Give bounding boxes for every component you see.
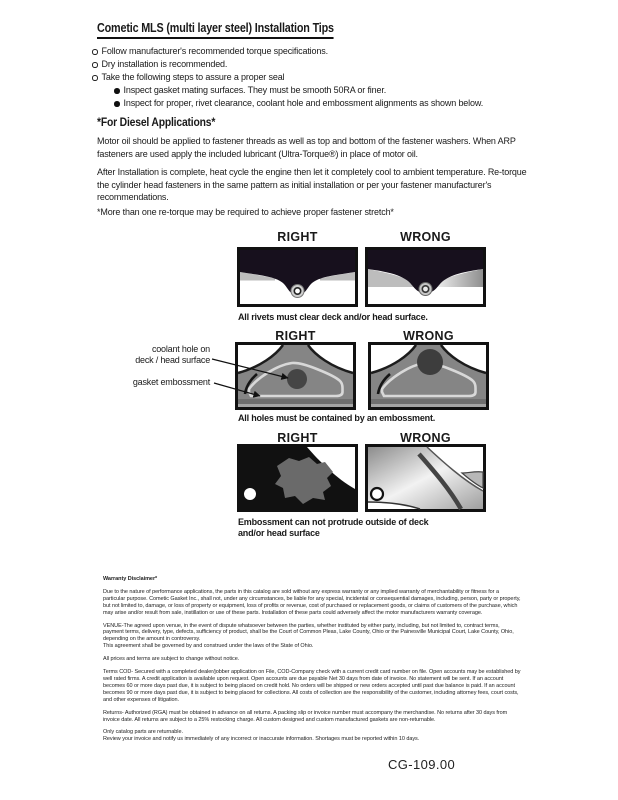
diesel-paragraph-2: After Installation is complete, heat cycle the engine then let it completely cool to ambient temperature. Re-torque the cylinder head fasteners in the same pattern as initial installation or per your fastener manufacturer's recommendations.: [97, 167, 527, 202]
review-invoice-line: Review your invoice and notify us immediately of any incorrect or inaccurate information. Shortages must be reported within 10 days.: [103, 736, 420, 743]
hole-embossment-wrong-diagram: [368, 342, 489, 410]
legal-section: [103, 576, 521, 749]
returns-paragraph: Returns- Authorized (RGA) must be obtained in advance on all returns. A packing slip or invoice number must accompany the merchandise. No returns after 30 days from invoice date. All returns are subject to a 25% restocking charge. All custom designed and custom manufactured gaskets are non-returnable.: [103, 709, 508, 723]
rivet-clearance-right-diagram: [237, 247, 358, 307]
list-item-label: Inspect for proper, rivet clearance, coolant hole and embossment alignments as shown below.: [123, 98, 484, 108]
row3-caption-line2: and/or head surface: [238, 528, 320, 538]
row2-caption: All holes must be contained by an embossment.: [238, 413, 436, 423]
sub-list-item: [114, 85, 574, 96]
coolant-hole-icon: [417, 349, 443, 375]
list-item-label: Follow manufacturer's recommended torque specifications.: [101, 46, 328, 56]
venue-paragraph: VENUE-The agreed upon venue, in the event of dispute whatsoever between the parties, whether instituted by either party, including, but not limited to, contract terms, payment terms, delivery, type, defects, sufficiency of product, shall be the Court of Common Pleas, Lake County, Ohio or the Painesville Municipal Court, Lake County, Ohio, depending on the amount in controversy.: [103, 622, 514, 643]
row3-wrong-label: WRONG: [400, 431, 451, 445]
protrusion-wrong-diagram: [365, 444, 486, 512]
warranty-disclaimer-heading: Warranty Disclaimer*: [103, 576, 158, 582]
open-bullet-icon: [92, 62, 98, 68]
list-item: [92, 72, 562, 83]
callout-gasket-embossment: gasket embossment: [132, 377, 210, 387]
row1-wrong-label: WRONG: [400, 230, 451, 244]
governing-law-line: This agreement shall be governed by and construed under the laws of the State of Ohio.: [103, 643, 314, 650]
protrusion-right-diagram: [237, 444, 358, 512]
page-code: CG-109.00: [388, 757, 456, 772]
open-bullet-icon: [92, 49, 98, 55]
filled-bullet-icon: [114, 101, 120, 107]
list-item-label: Take the following steps to assure a proper seal: [101, 72, 285, 82]
sub-list-item: [114, 98, 574, 109]
diesel-section-heading: *For Diesel Applications*: [97, 117, 216, 129]
row3-right-label: RIGHT: [277, 431, 318, 445]
list-item-label: Inspect gasket mating surfaces. They must be smooth 50RA or finer.: [123, 85, 387, 95]
terms-cod-paragraph: Terms COD- Secured with a completed dealer/jobber application on File, COD-Company check with a current credit card number on file. Open accounts may be established by well rated firms. A credit application is available upon request. Open accounts are due payable Net 30 days from date of invoice. No statement will be sent. If an account becomes 60 or more days past due, it is subject to being placed on credit hold. No orders will be shipped or new orders accepted until past due balance is paid. If an account becomes 90 or more days past due, it is subject to being placed for collections. All costs of collection are the responsibility of the customer, including attorney fees, court costs, and other expenses of litigation.: [103, 669, 521, 703]
list-item: [92, 46, 562, 57]
row2-right-label: RIGHT: [275, 329, 316, 343]
row2-wrong-label: WRONG: [403, 329, 454, 343]
list-item: [92, 59, 562, 70]
diesel-paragraph-1: Motor oil should be applied to fastener threads as well as top and bottom of the fastener washers. When ARP fasteners are used apply the included lubricant (Ultra-Torque®) in place of motor oil.: [97, 136, 516, 159]
callout-pointer-lines: [205, 348, 300, 403]
warranty-paragraph: Due to the nature of performance applications, the parts in this catalog are sold without any express warranty or any implied warranty of merchantability or fitness for a particular purpose. Cometic Gasket Inc., shall not, under any circumstances, be liable for any special, incidental or consequential damages, including, person, party or property, but not limited to, damage, or loss of property or equipment, loss of profits or revenue, cost of purchased or replacement goods, or claims of customers of the purchase, which may arise and/or result from sale, instillation or use of these parts. Installation of these parts could adversely affect the motor manufacturers warranty coverage.: [103, 588, 521, 616]
page-title: Cometic MLS (multi layer steel) Installation Tips: [97, 20, 334, 39]
rivet-clearance-wrong-diagram: [365, 247, 486, 307]
list-item-label: Dry installation is recommended.: [101, 59, 228, 69]
open-bullet-icon: [92, 75, 98, 81]
prices-terms-line: All prices and terms are subject to change without notice.: [103, 656, 240, 663]
row1-caption: All rivets must clear deck and/or head surface.: [238, 312, 428, 322]
row1-right-label: RIGHT: [277, 230, 318, 244]
bolt-hole-icon: [371, 488, 383, 500]
retorque-note: *More than one re-torque may be required to achieve proper fastener stretch*: [97, 207, 394, 217]
filled-bullet-icon: [114, 88, 120, 94]
bolt-hole-icon: [244, 488, 256, 500]
callout-coolant-hole-line1: coolant hole on: [151, 344, 210, 354]
callout-coolant-hole-line2: deck / head surface: [135, 355, 210, 365]
row3-caption-line1: Embossment can not protrude outside of deck: [238, 517, 429, 527]
catalog-parts-line: Only catalog parts are returnable.: [103, 729, 183, 736]
